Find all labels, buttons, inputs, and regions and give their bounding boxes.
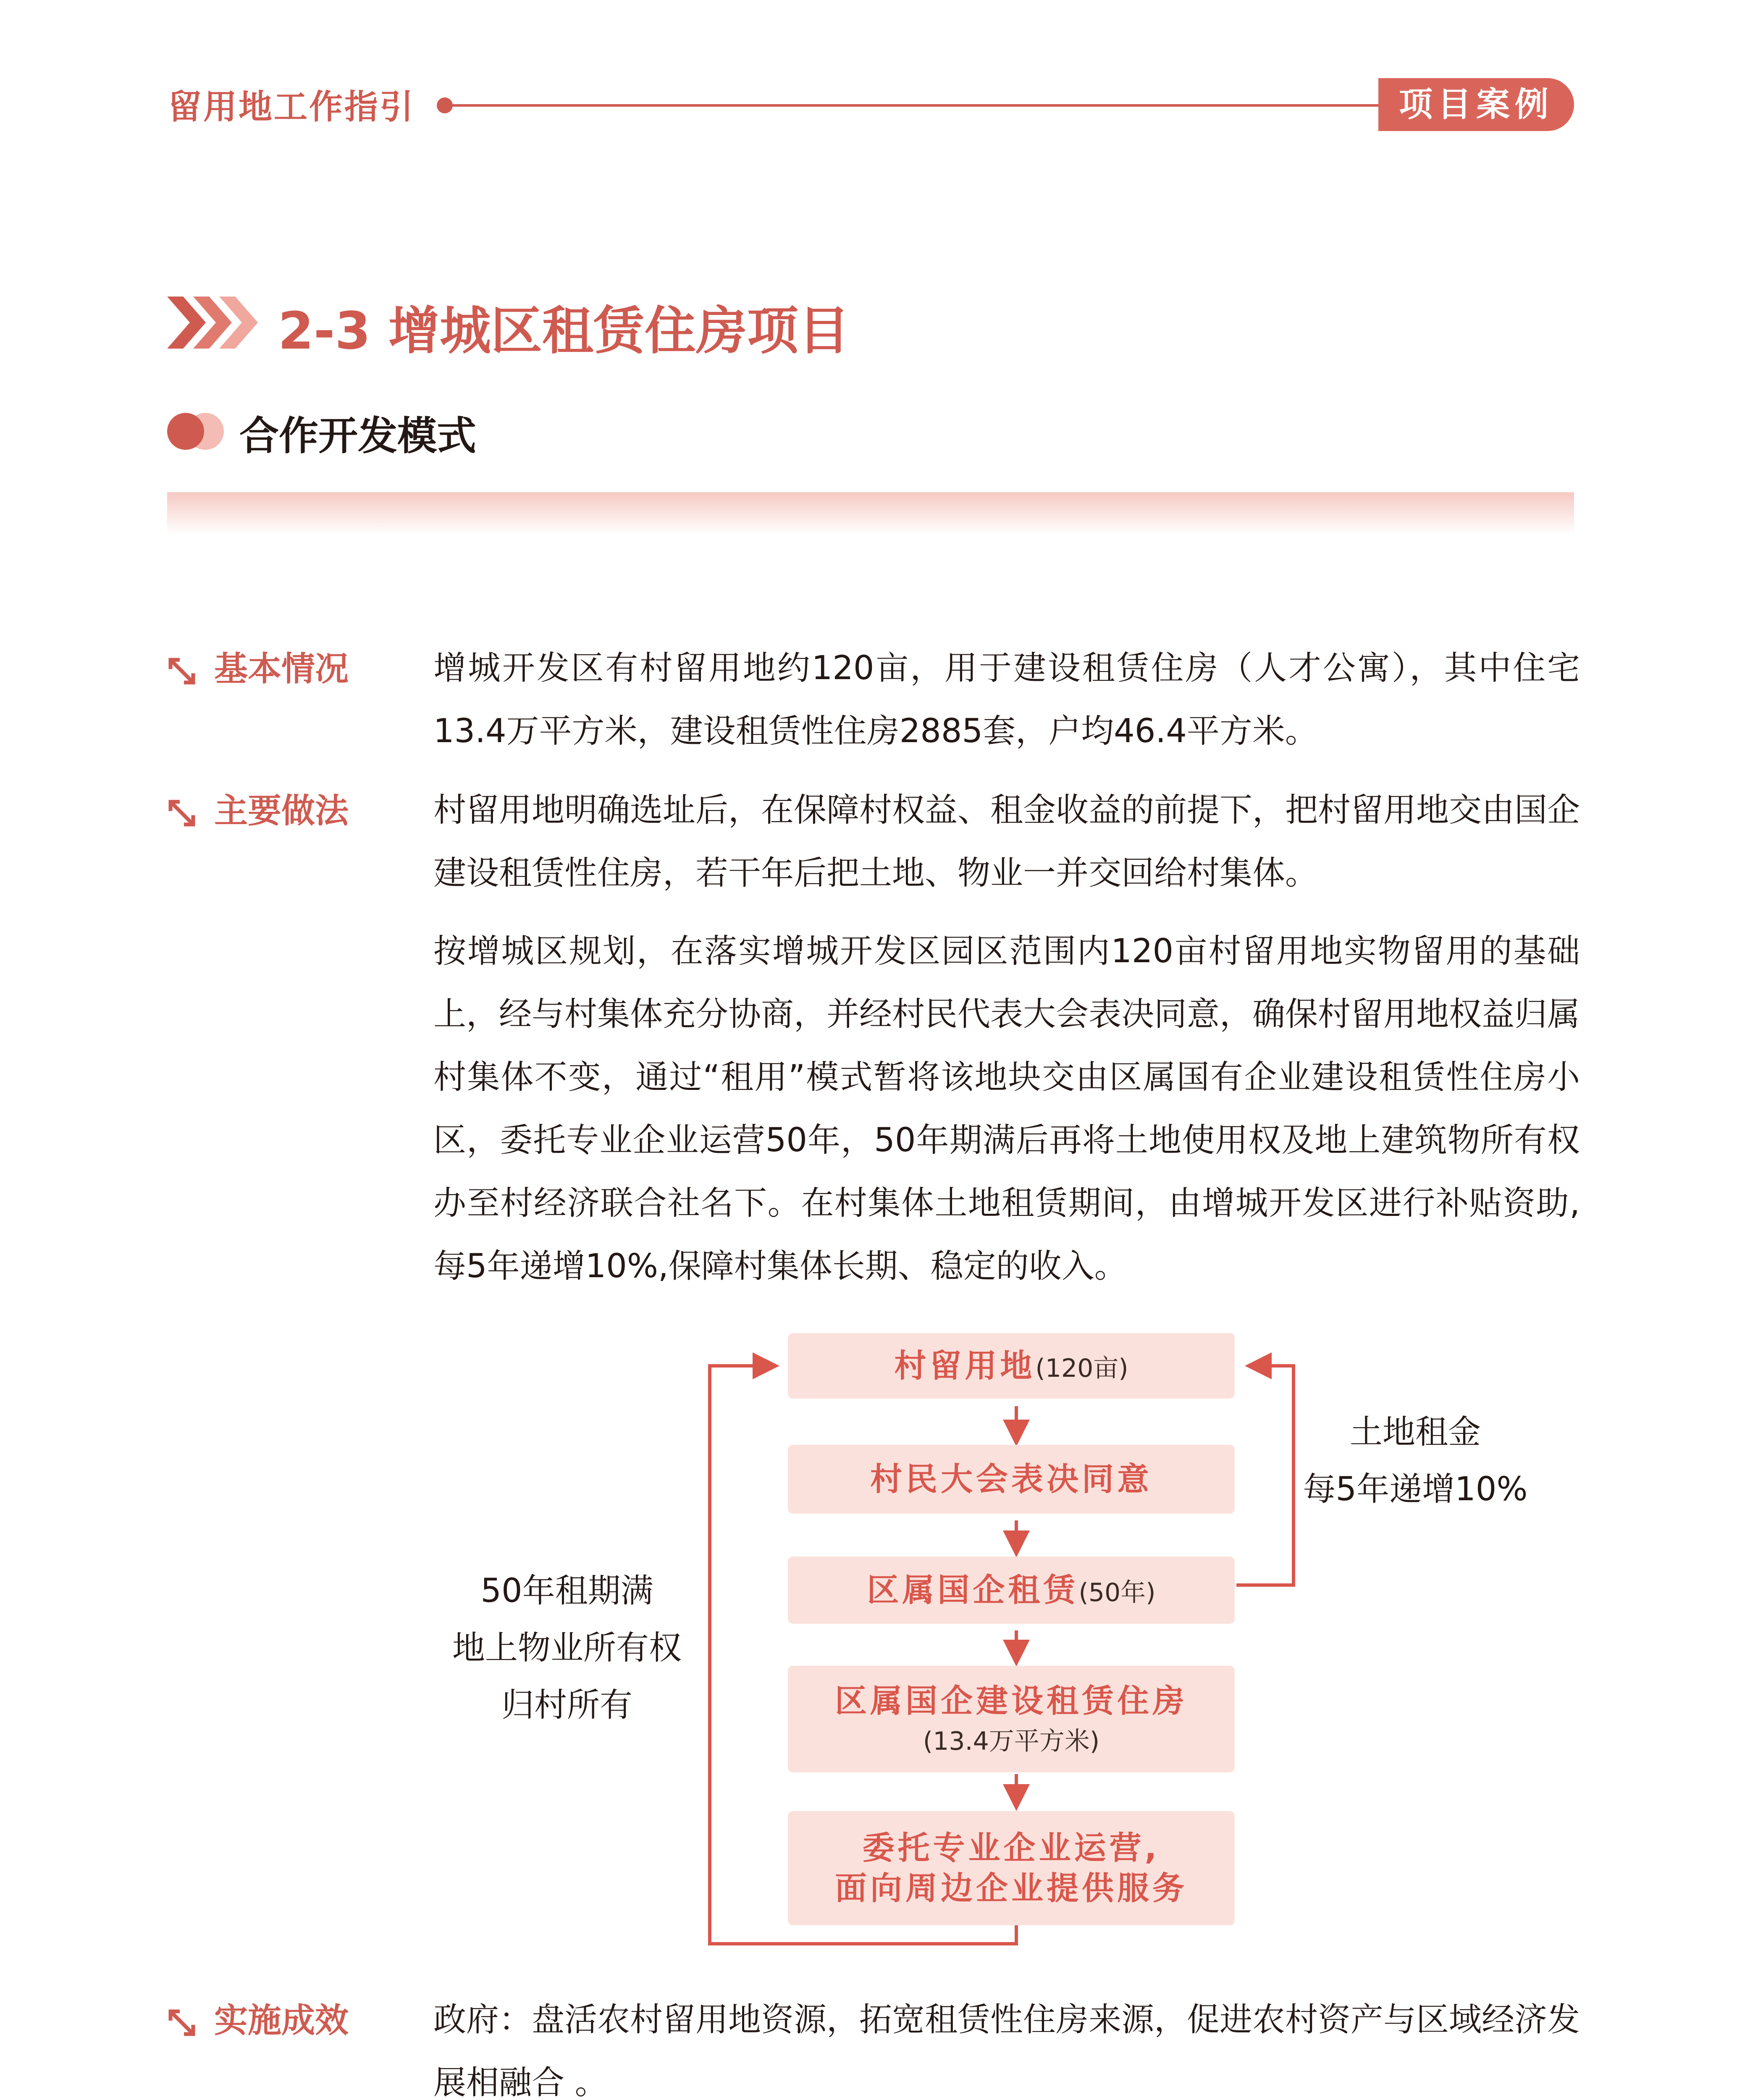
flow-box-build bbox=[788, 1666, 1235, 1772]
chevrons-icon bbox=[167, 297, 264, 349]
label-text: 基本情况 bbox=[214, 649, 349, 688]
flow-left-note-line: 50年租期满 bbox=[480, 1572, 653, 1610]
flow-box-title: 区属国企建设租赁住房 bbox=[835, 1682, 1188, 1719]
flow-right-note-line: 土地租金 bbox=[1349, 1413, 1481, 1451]
flow-box-vote bbox=[788, 1445, 1235, 1514]
section-title: 2-3 增城区租赁住房项目 bbox=[278, 301, 850, 361]
header-rule bbox=[453, 104, 1393, 107]
paragraph: 增城开发区有村留用地约120亩，用于建设租赁住房（人才公寓），其中住宅13.4万平方米，建设租赁性住房2885套，户均46.4平方米。 bbox=[433, 649, 1580, 750]
gradient-band bbox=[167, 492, 1574, 534]
paragraph: 政府：盘活农村留用地资源，拓宽租赁性住房来源，促进农村资产与区域经济发展相融合 。 bbox=[433, 2001, 1580, 2100]
flow-left-note-line: 地上物业所有权 bbox=[452, 1629, 682, 1667]
subtitle: 合作开发模式 bbox=[239, 413, 477, 459]
paragraph: 按增城区规划，在落实增城开发区园区范围内120亩村留用地实物留用的基础上，经与村集体充分协商，并经村民代表大会表决同意，确保村留用地权益归属村集体不变，通过“租用”模式暂将该地块交由区属国有企业建设租赁性住房小区，委托专业企业运营50年，50年期满后再将土地使用权及地上建筑物所有权办至村经济联合社名下。在村集体土地租赁期间，由增城开发区进行补贴资助,每5年递增10%,保障村集体长期、稳定的收入。 bbox=[433, 932, 1580, 1285]
expand-arrow-icon bbox=[167, 656, 197, 686]
flow-box-title: 区属国企租赁 bbox=[867, 1571, 1079, 1609]
flow-box-note: (120亩) bbox=[1035, 1354, 1128, 1383]
flow-left-note bbox=[441, 1562, 693, 1734]
label-basic-info bbox=[167, 642, 349, 690]
header-tag: 项目案例 bbox=[1378, 78, 1574, 131]
flow-box-title: 村民大会表决同意 bbox=[870, 1460, 1152, 1498]
label-main-approach bbox=[167, 784, 349, 832]
flow-box-lease bbox=[788, 1557, 1235, 1624]
label-results bbox=[167, 1993, 349, 2042]
label-text: 实施成效 bbox=[214, 2001, 349, 2040]
flow-box-title: 村留用地 bbox=[894, 1347, 1036, 1384]
label-text: 主要做法 bbox=[214, 791, 349, 830]
flow-box-note: (13.4万平方米) bbox=[923, 1727, 1100, 1756]
flow-left-note-line: 归村所有 bbox=[501, 1686, 632, 1724]
expand-arrow-icon bbox=[167, 798, 197, 828]
flow-box-title: 委托专业企业运营, bbox=[862, 1829, 1160, 1866]
header-title: 留用地工作指引 bbox=[168, 87, 415, 126]
flow-box-note: (50年) bbox=[1078, 1578, 1156, 1607]
header-dot bbox=[437, 97, 453, 113]
flow-box-title-2: 面向周边企业提供服务 bbox=[835, 1869, 1188, 1907]
paragraph: 村留用地明确选址后，在保障村权益、租金收益的前提下，把村留用地交由国企建设租赁性住房，若干年后把土地、物业一并交回给村集体。 bbox=[433, 791, 1580, 892]
flow-right-note bbox=[1298, 1404, 1533, 1518]
flow-box-land bbox=[788, 1333, 1235, 1399]
subtitle-dot bbox=[167, 413, 204, 450]
flow-box-operate bbox=[788, 1811, 1235, 1925]
expand-arrow-icon bbox=[167, 2008, 197, 2037]
flow-right-note-line: 每5年递增10% bbox=[1303, 1470, 1528, 1508]
